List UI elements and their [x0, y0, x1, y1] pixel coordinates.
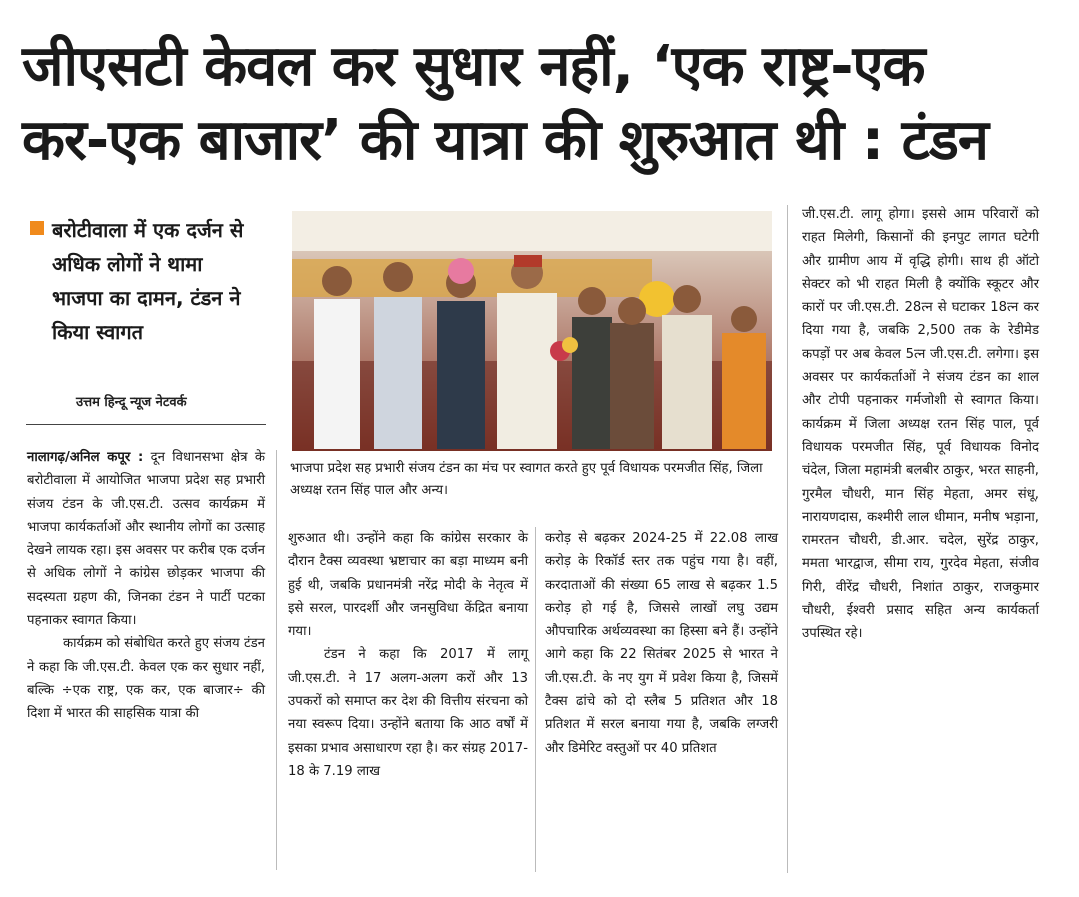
headline-line-1: जीएसटी केवल कर सुधार नहीं, ‘एक राष्ट्र-एक	[22, 34, 925, 99]
photo-caption: भाजपा प्रदेश सह प्रभारी संजय टंडन का मंच पर स्वागत करते हुए पूर्व विधायक परमजीत सिंह, जिला अध्यक्ष रतन सिंह पाल और अन्य।	[290, 461, 763, 498]
dateline: नालागढ़/अनिल कपूर :	[27, 450, 144, 465]
byline: उत्तम हिन्दू न्यूज नेटवर्क	[76, 395, 187, 410]
strap-text: बरोटीवाला में एक दर्जन से अधिक लोगों ने थामा भाजपा का दामन, टंडन ने किया स्वागत	[52, 218, 244, 344]
headline	[22, 30, 1062, 178]
col4-para-1: जी.एस.टी. लागू होगा। इससे आम परिवारों को राहत मिलेगी, किसानों की इनपुट लागत घटेगी और ग्रामीण आय में वृद्धि होगी। साथ ही ऑटो सेक्टर को भी राहत मिली है क्योंकि स्कूटर और कारों पर जी.एस.टी. 28त्न से घटाकर 18त्न कर दिया गया है, जबकि 2,500 तक के रेडीमेड कपड़ों पर अब केवल 5त्न जी.एस.टी. लगेगा। इस अवसर पर कार्यकर्ताओं ने संजय टंडन का शाल और टोपी पहनाकर गर्मजोशी से स्वागत किया। कार्यक्रम में जिला अध्यक्ष रतन सिंह पाल, पूर्व विधायक परमजीत सिंह, पूर्व विधायक विनोद चंदेल, जिला महामंत्री बलबीर ठाकुर, भरत साहनी, गुरमैल चौधरी, मान सिंह मेहता, अमर संधू, नारायणदास, कश्मीरी लाल धीमान, मनीष भड़ाना, रामरतन चौधरी, डी.आर. चदेल, सुरेंद्र ठाकुर, ममता भारद्वाज, सीमा राय, गुरदेव मेहता, संजीव गिरी, वीरेंद्र चौधरी, निशांत ठाकुर, राजकुमार चौधरी, ईश्वरी प्रसाद सहित अन्य कार्यकर्ता उपस्थित रहे।	[802, 207, 1039, 642]
column-divider	[787, 205, 788, 873]
col3-para-1: करोड़ से बढ़कर 2024-25 में 22.08 लाख करोड़ के रिकॉर्ड स्तर तक पहुंच गया है। वहीं, करदाताओं की संख्या 65 लाख से बढ़कर 1.5 करोड़ हो गई है, जिससे लाखों लघु उद्यम औपचारिक अर्थव्यवस्था का हिस्सा बने हैं। उन्होंने आगे कहा कि 22 सितंबर 2025 से भारत ने जी.एस.टी. के नए युग में प्रवेश किया है, जिसमें टैक्स ढांचे को दो स्लैब 5 प्रतिशत और 18 प्रतिशत में सरल बनाया गया है, जबकि लग्जरी और डिमेरिट वस्तुओं पर 40 प्रतिशत	[545, 531, 778, 756]
column-divider	[276, 450, 277, 870]
photo-illustration	[292, 211, 772, 451]
event-photo	[292, 211, 772, 451]
column-4	[802, 203, 1039, 646]
column-2	[288, 527, 528, 783]
col1-para-2: कार्यक्रम को संबोधित करते हुए संजय टंडन ने कहा कि जी.एस.टी. केवल एक कर सुधार नहीं, बल्कि ÷एक राष्ट्र, एक कर, एक बाजार÷ की दिशा में भारत की साहसिक यात्रा की	[27, 636, 265, 722]
strap-subheading	[30, 213, 258, 349]
col2-para-1: शुरुआत थी। उन्होंने कहा कि कांग्रेस सरकार के दौरान टैक्स व्यवस्था भ्रष्टाचार का बड़ा माध्यम बनी हुई थी, जबकि प्रधानमंत्री नरेंद्र मोदी के नेतृत्व में इसे सरल, पारदर्शी और जनसुविधा केंद्रित बनाया गया।	[288, 531, 528, 640]
bullet-square-icon	[30, 221, 44, 235]
col2-para-2: टंडन ने कहा कि 2017 में लागू जी.एस.टी. ने 17 अलग-अलग करों और 13 उपकरों को समाप्त कर देश की वित्तीय संरचना को नया स्वरूप दिया। उन्होंने बताया कि आठ वर्षों में इसका प्रभाव असाधारण रहा है। कर संग्रह 2017-18 के 7.19 लाख	[288, 647, 528, 779]
column-3	[545, 527, 778, 760]
column-divider	[535, 527, 536, 872]
headline-line-2: कर-एक बाजार’ की यात्रा की शुरुआत थी : टंडन	[22, 108, 988, 173]
divider	[26, 424, 266, 425]
column-1	[27, 446, 265, 726]
col1-para-1: दून विधानसभा क्षेत्र के बरोटीवाला में आयोजित भाजपा प्रदेश सह प्रभारी संजय टंडन के जी.एस.टी. उत्सव कार्यक्रम में भाजपा कार्यकर्ताओं और स्थानीय लोगों का उत्साह देखने लायक रहा। इस अवसर पर करीब एक दर्जन से अधिक लोगों ने कांग्रेस छोड़कर भाजपा की सदस्यता ग्रहण की, जिनका टंडन ने पार्टी पटका पहनाकर स्वागत किया।	[27, 450, 265, 629]
